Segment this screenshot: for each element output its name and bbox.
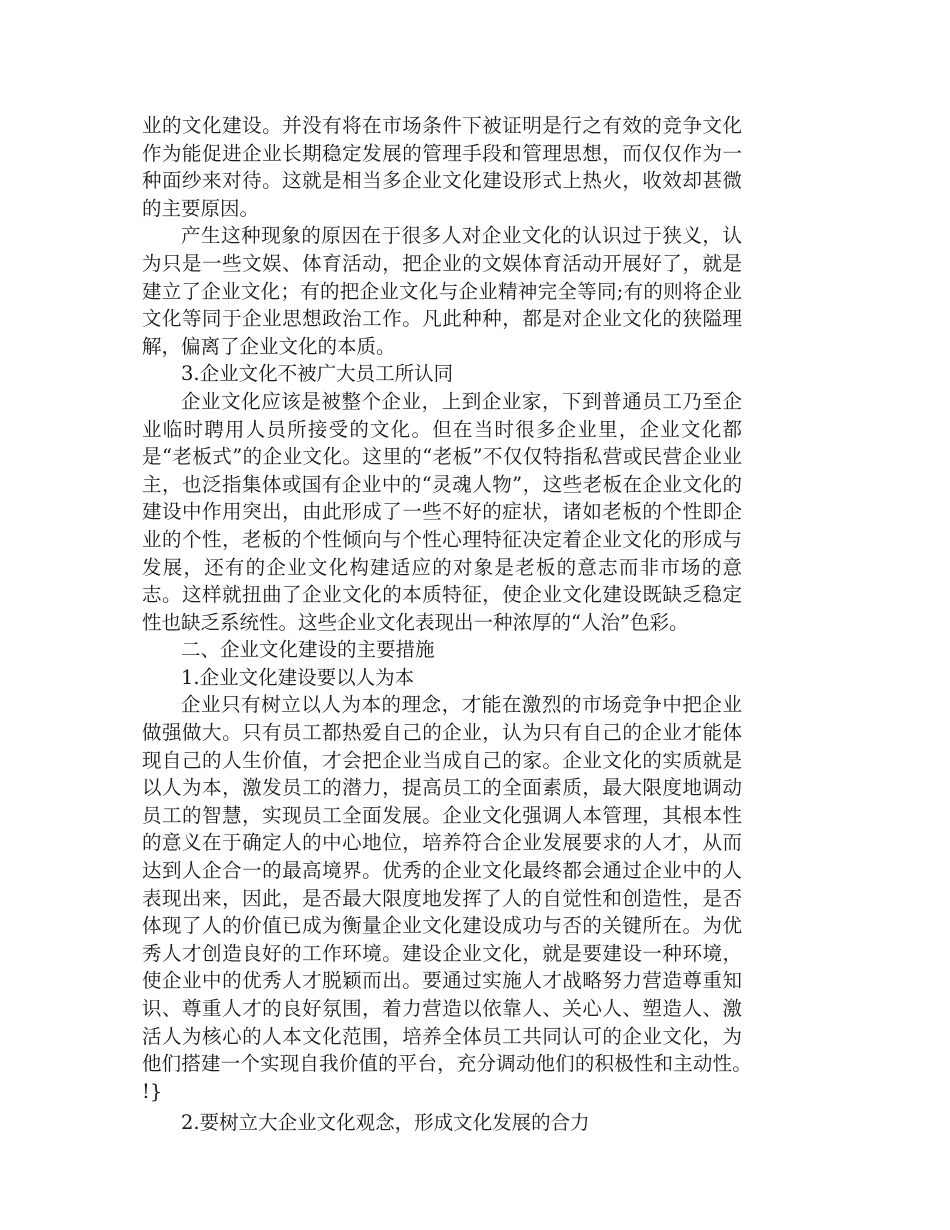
paragraph-boss-culture: 企业文化应该是被整个企业，上到企业家，下到普通员工乃至企业临时聘用人员所接受的文化。但在当时很多企业里，企业文化都是“老板式”的企业文化。这里的“老板”不仅仅特指私营或民营企业业主，也泛指集体或国有企业中的“灵魂人物”，这些老板在企业文化的建设中作用突出，由此形成了一些不好的症状，诸如老板的个性即企业的个性，老板的个性倾向与个性心理特征决定着企业文化的形成与发展，还有的企业文化构建适应的对象是老板的意志而非市场的意志。这样就扭曲了企业文化的本质特征，使企业文化建设既缺乏稳定性也缺乏系统性。这些企业文化表现出一种浓厚的“人治”色彩。 [142,389,742,634]
section-heading-2: 2.要树立大企业文化观念，形成文化发展的合力 [181,1111,590,1135]
paragraph-cause: 产生这种现象的原因在于很多人对企业文化的认识过于狭义，认为只是一些文娱、体育活动，把企业的文娱体育活动开展好了，就是建立了企业文化；有的把企业文化与企业精神完全等同;有的则将企业文化等同于企业思想政治工作。凡此种种，都是对企业文化的狭隘理解，偏离了企业文化的本质。 [142,224,742,358]
section-heading-1: 1.企业文化建设要以人为本 [181,665,415,689]
section-heading-measures: 二、企业文化建设的主要措施 [181,638,435,662]
paragraph-people-oriented: 企业只有树立以人为本的理念，才能在激烈的市场竞争中把企业做强做大。只有员工都热爱自己的企业，认为只有自己的企业才能体现自己的人生价值，才会把企业当成自己的家。企业文化的实质就是以人为本，激发员工的潜力，提高员工的全面素质，最大限度地调动员工的智慧，实现员工全面发展。企业文化强调人本管理，其根本性的意义在于确定人的中心地位，培养符合企业发展要求的人才，从而达到人企合一的最高境界。优秀的企业文化最终都会通过企业中的人表现出来，因此，是否最大限度地发挥了人的自觉性和创造性，是否体现了人的价值已成为衡量企业文化建设成功与否的关键所在。为优秀人才创造良好的工作环境。建设企业文化，就是要建设一种环境，使企业中的优秀人才脱颖而出。要通过实施人才战略努力营造尊重知识、尊重人才的良好氛围，着力营造以依靠人、关心人、塑造人、激活人为核心的人本文化范围，培养全体员工共同认可的企业文化，为他们搭建一个实现自我价值的平台，充分调动他们的积极性和主动性。 !} [142,693,762,1103]
paragraph-continued: 业的文化建设。并没有将在市场条件下被证明是行之有效的竞争文化作为能促进企业长期稳定发展的管理手段和管理思想，而仅仅作为一种面纱来对待。这就是相当多企业文化建设形式上热火，收效却甚微的主要原因。 [142,114,742,220]
section-heading-3: 3.企业文化不被广大员工所认同 [181,362,454,386]
document-body [142,112,762,1137]
